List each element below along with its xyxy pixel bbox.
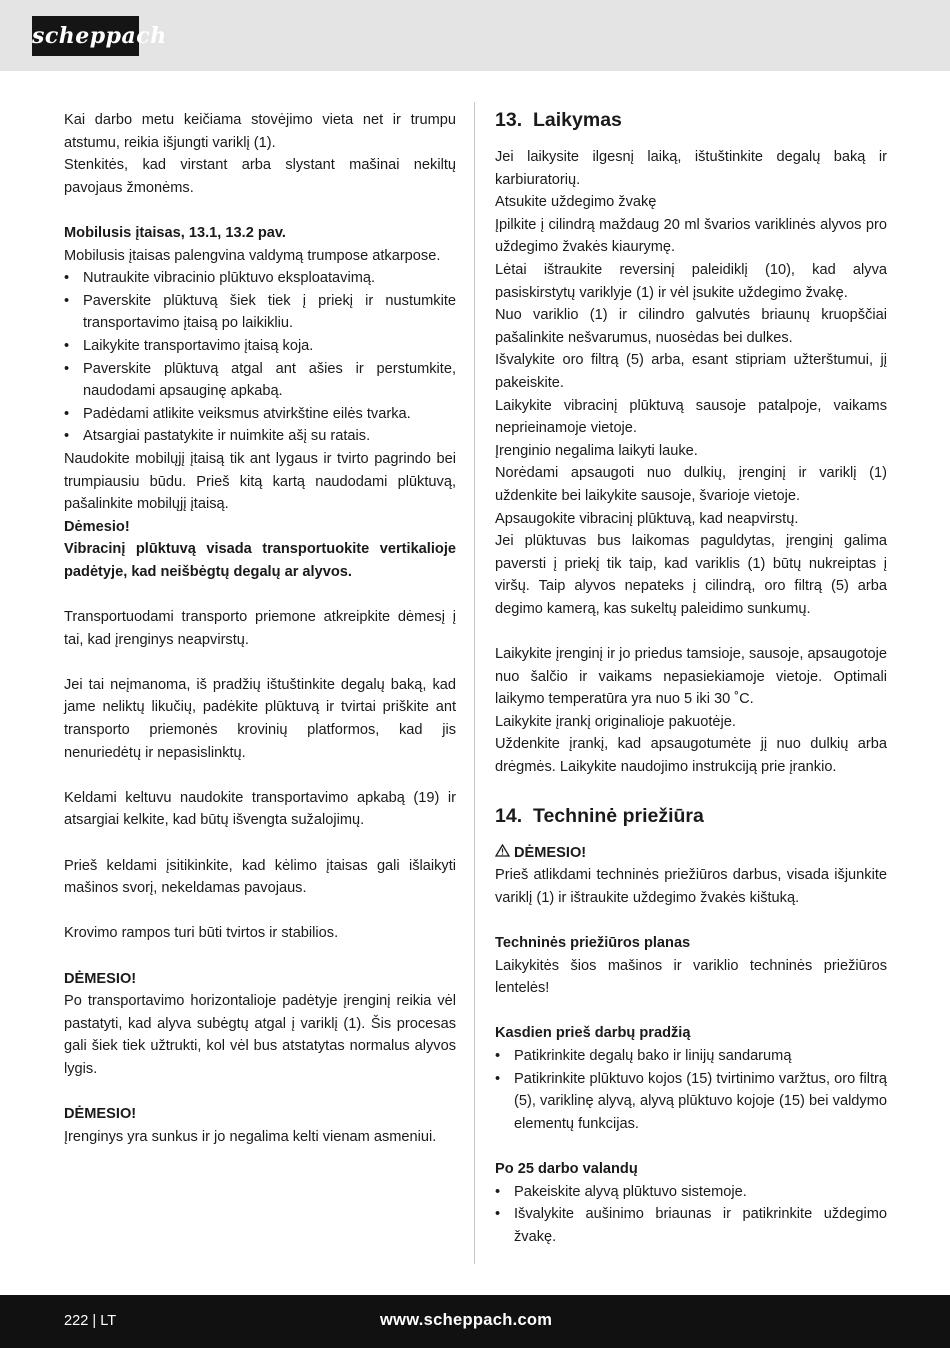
paragraph: Atsukite uždegimo žvakę — [495, 194, 657, 211]
paragraph: Įpilkite į cilindrą maždaug 20 ml švarios variklinės alyvos pro uždegimo žvakės kiaurymę. — [495, 216, 887, 256]
list-item: • Laikykite transportavimo įtaisą koja. — [64, 335, 456, 358]
paragraph: Mobilusis įtaisas palengvina valdymą trumpose atkarpose. — [64, 247, 441, 264]
website-link[interactable]: www.scheppach.com — [380, 1311, 553, 1329]
hours25-heading: Po 25 darbo valandų — [495, 1160, 638, 1177]
paragraph: Naudokite mobilųjį įtaisą tik ant lygaus ir tvirto pagrindo bei trumpiausiu būdu. Prieš kitą kartą naudodami plūktuvą, pašalinkite mobilųjį įtaisą. — [64, 450, 456, 513]
mobile-steps-list — [64, 267, 456, 448]
paragraph: Norėdami apsaugoti nuo dulkių, įrenginį ir variklį (1) uždenkite bei laikykite sausoje, švarioje vietoje. — [495, 465, 887, 504]
page-header — [0, 0, 950, 71]
warning-heading: DĖMESIO! — [495, 842, 887, 865]
paragraph: Išvalykite oro filtrą (5) arba, esant stipriam užterštumui, jį pakeiskite. — [495, 352, 887, 391]
maintenance-plan-heading: Techninės priežiūros planas — [495, 935, 691, 951]
paragraph: Lėtai ištraukite reversinį paleidiklį (10), kad alyva pasiskirstytų variklyje (1) ir vėl įsukite uždegimo žvakę. — [495, 261, 887, 301]
paragraph: Uždenkite įrankį, kad apsaugotumėte jį nuo dulkių arba drėgmės. Laikykite naudojimo instrukciją prie įrankio. — [495, 736, 887, 776]
warning-triangle-icon — [495, 845, 510, 861]
paragraph: Jei laikysite ilgesnį laiką, ištuštinkite degalų baką ir karbiuratorių. — [495, 149, 887, 188]
attention-label: DĖMESIO! — [64, 1106, 137, 1123]
right-column — [495, 105, 887, 1248]
section-13-heading: 13. Laikymas — [495, 109, 622, 131]
mobile-device-heading: Mobilusis įtaisas, 13.1, 13.2 pav. — [64, 224, 286, 241]
left-column — [64, 109, 456, 1148]
paragraph: Apsaugokite vibracinį plūktuvą, kad neapvirstų. — [495, 510, 799, 527]
page-footer — [0, 1295, 950, 1348]
attention-text: Vibracinį plūktuvą visada transportuokite vertikalioje padėtyje, kad neišbėgtų degalų ar alyvos. — [64, 541, 456, 580]
attention-text: Įrenginys yra sunkus ir jo negalima kelti vienam asmeniui. — [64, 1128, 437, 1145]
paragraph: Jei plūktuvas bus laikomas paguldytas, įrenginį galima paversti į priekį tik taip, kad variklis (1) būtų nukreiptas į viršų. Taip alyvos nepateks į cilindrą, oro filtrą (5) arba degimo kamerą, kas sukeltų paleidimo sunkumų. — [495, 533, 887, 617]
scheppach-logo: scheppach — [32, 16, 139, 56]
list-item: • Patikrinkite degalų bako ir linijų sandarumą — [495, 1045, 887, 1068]
paragraph: Keldami keltuvu naudokite transportavimo apkabą (19) ir atsargiai kelkite, kad būtų išvengta sužalojimų. — [64, 789, 456, 829]
attention-text: Po transportavimo horizontalioje padėtyje įrenginį reikia vėl pastatyti, kad alyva subėgtų atgal į variklį (1). Šis procesas gali šiek tiek užtrukti, kol vėl bus atstatytas normalus alyvos lygis. — [64, 993, 456, 1077]
attention-label: DĖMESIO! — [64, 970, 137, 987]
paragraph: Prieš keldami įsitikinkite, kad kėlimo įtaisas gali išlaikyti mašinos svorį, nekeldamas pavojaus. — [64, 857, 456, 897]
paragraph: Transportuodami transporto priemone atkreipkite dėmesį į tai, kad įrenginys neapvirstų. — [64, 609, 456, 648]
paragraph: Stenkitės, kad virstant arba slystant mašinai nekiltų pavojaus žmonėms. — [64, 157, 456, 196]
list-item: • Paverskite plūktuvą atgal ant ašies ir perstumkite, naudodami apsauginę apkabą. — [64, 358, 456, 403]
page-number: 222 | LT — [64, 1313, 117, 1329]
list-item: • Išvalykite aušinimo briaunas ir patikrinkite uždegimo žvakę. — [495, 1203, 887, 1248]
paragraph: Laikykitės šios mašinos ir variklio techninės priežiūros lentelės! — [495, 957, 887, 997]
paragraph: Krovimo rampos turi būti tvirtos ir stabilios. — [64, 925, 339, 942]
list-item: • Atsargiai pastatykite ir nuimkite ašį su ratais. — [64, 425, 456, 448]
paragraph: Jei tai neįmanoma, iš pradžių ištuštinkite degalų baką, kad jame neliktų likučių, padėkite plūktuvą ir tvirtai priškite ant transporto priemonės krovinių platformos, kad jis nenuriedėtų ir nepasislinktų. — [64, 676, 456, 761]
column-divider — [474, 102, 475, 1264]
daily-checklist — [495, 1045, 887, 1135]
daily-heading: Kasdien prieš darbų pradžią — [495, 1025, 691, 1042]
attention-label: Dėmesio! — [64, 518, 130, 535]
paragraph: Laikykite įrankį originalioje pakuotėje. — [495, 713, 736, 730]
paragraph: Įrenginio negalima laikyti lauke. — [495, 442, 698, 459]
list-item: • Padėdami atlikite veiksmus atvirkštine eilės tvarka. — [64, 403, 456, 426]
paragraph: Laikykite vibracinį plūktuvą sausoje patalpoje, vaikams neprieinamoje vietoje. — [495, 397, 887, 437]
paragraph: Kai darbo metu keičiama stovėjimo vieta net ir trumpu atstumu, reikia išjungti variklį (1). — [64, 112, 456, 151]
paragraph: Nuo variklio (1) ir cilindro galvutės briaunų kruopščiai pašalinkite nešvarumus, nuosėdas bei dulkes. — [495, 307, 887, 346]
hours25-checklist — [495, 1181, 887, 1249]
section-14-heading: 14. Techninė priežiūra — [495, 804, 704, 827]
list-item: • Patikrinkite plūktuvo kojos (15) tvirtinimo varžtus, oro filtrą (5), variklinę alyvą, alyvą plūktuvo kojoje (15) bei valdymo elementų funkcijas. — [495, 1068, 887, 1136]
list-item: • Pakeiskite alyvą plūktuvo sistemoje. — [495, 1181, 887, 1204]
warning-text: Prieš atlikdami techninės priežiūros darbus, visada išjunkite variklį (1) ir ištraukite uždegimo žvakės kištuką. — [495, 867, 887, 906]
paragraph: Laikykite įrenginį ir jo priedus tamsioje, sausoje, apsaugotoje nuo šalčio ir vaikams nepasiekiamoje vietoje. Optimali laikymo temperatūra yra nuo 5 iki 30 ˚C. — [495, 646, 887, 708]
list-item: • Nutraukite vibracinio plūktuvo eksploatavimą. — [64, 267, 456, 290]
list-item: • Paverskite plūktuvą šiek tiek į priekį ir nustumkite transportavimo įtaisą po laikikliu. — [64, 290, 456, 335]
